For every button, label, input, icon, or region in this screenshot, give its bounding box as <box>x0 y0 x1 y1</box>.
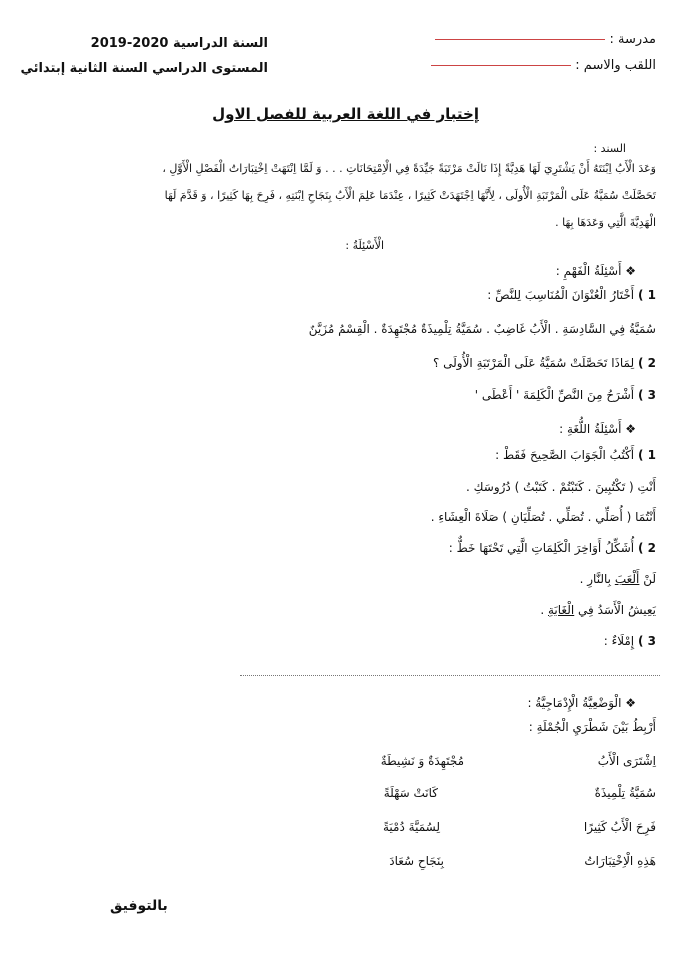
school-label: مدرسة : <box>609 32 656 47</box>
lang-q2-a: لَنْ أَلْعَبَ بِالنَّارِ . <box>579 572 656 586</box>
comp-q3: 3 ) أَشْرَحُ مِنَ النَّصِّ الْكَلِمَةَ ' أَعْطَى ' <box>474 388 656 402</box>
questions-label: الْأَسْئِلَةُ : <box>345 239 384 252</box>
integration-instruction: أَرْبِطُ بَيْنَ شَطْرَيِ الْجُمْلَةِ : <box>528 720 656 734</box>
match-left-2: كَانَتْ سَهْلَةً <box>383 786 438 800</box>
match-right-4: هَذِهِ الْاِخْتِبَارَاتُ <box>584 854 656 868</box>
name-label: اللقب والاسم : <box>575 58 656 73</box>
diamond-bullet-icon: ❖ <box>621 422 636 436</box>
school-field <box>435 32 656 47</box>
underlined-word: أَلْعَبَ <box>614 572 640 586</box>
lang-q2-b: يَعِيشُ الْأَسَدُ فِي الْغَابَةِ . <box>540 603 656 617</box>
school-blank-line <box>435 39 605 40</box>
year-label: السنة الدراسية <box>172 36 268 51</box>
match-left-1: مُجْتَهِدَةٌ وَ نَشِيطَةٌ <box>380 754 464 768</box>
page-title: إختبار في اللغة العربية للفصل الاول <box>212 105 479 123</box>
section-divider <box>240 675 660 676</box>
lang-q1-a: أَنْتِ ( تَكْتُبِينَ . كَتَبْتُمْ . كَتَبْتُ ) دُرُوسَكِ . <box>466 480 656 494</box>
comprehension-heading: ❖ أَسْئِلَةُ الْفَهْمِ : <box>555 264 636 278</box>
name-field <box>431 58 656 73</box>
integration-heading: ❖ الْوَضْعِيَّةُ الْإِدْمَاجِيَّةُ : <box>527 696 636 710</box>
diamond-bullet-icon: ❖ <box>621 696 636 710</box>
match-right-1: اِشْتَرَى الْأَبُ <box>597 754 656 768</box>
lang-q3: 3 ) إِمْلَاءٌ : <box>603 634 656 648</box>
comp-q1: 1 ) أَخْتَارُ الْعُنْوَانَ الْمُنَاسِبَ لِلنَّصِّ : <box>487 288 656 302</box>
school-year <box>91 36 268 51</box>
comp-q1-options: سُمَيَّةُ فِي السَّادِسَةِ . الْأَبُ غَاضِبٌ . سُمَيَّةُ تِلْمِيذَةٌ مُجْتَهِدَةٌ . الْقِسْمُ مُزَيَّنٌ <box>308 322 656 336</box>
lang-q1-b: أَنْتُمَا ( أُصَلِّي . تُصَلِّي . تُصَلِّيَانِ ) صَلَاةَ الْعِشَاءِ . <box>430 510 656 524</box>
lang-q2: 2 ) أُشَكِّلُ أَوَاخِرَ الْكَلِمَاتِ الَّتِي تَحْتَهَا خَطٌّ : <box>448 541 656 555</box>
underlined-word: الْغَابَةِ <box>548 603 575 617</box>
closing-text: بالتوفيق <box>110 898 168 914</box>
school-level: المستوى الدراسي السنة الثانية إبتدائي <box>20 61 268 76</box>
match-left-4: بِنَجَاحِ سُعَادَ <box>389 854 444 868</box>
match-right-3: فَرِحَ الْأَبُ كَثِيرًا <box>583 820 656 834</box>
sanad-line-3: الْهَدِيَّةَ الَّتِي وَعَدَهَا بِهَا . <box>555 216 656 229</box>
match-left-3: لِسُمَيَّةَ دُمْيَةً <box>383 820 440 834</box>
language-heading: ❖ أَسْئِلَةُ اللُّغَةِ : <box>559 422 636 436</box>
sanad-line-2: تَحَصَّلَتْ سُمَيَّةُ عَلَى الْمَرْتَبَةِ الْأُولَى ، لِأَنَّهَا اِجْتَهَدَتْ كَثِيرًا ، عِنْدَمَا عَلِمَ الْأَبُ بِنَجَاحِ اِبْنَتِهِ ، فَرِحَ بِهَا كَثِيرًا ، وَ قَدَّمَ لَهَا <box>164 189 656 202</box>
comp-q2: 2 ) لِمَاذَا تَحَصَّلَتْ سُمَيَّةُ عَلَى الْمَرْتَبَةِ الْأُولَى ؟ <box>432 356 656 370</box>
lang-q1: 1 ) أَكْتُبُ الْجَوَابَ الصَّحِيحَ فَقَطْ : <box>495 448 656 462</box>
match-right-2: سُمَيَّةُ تِلْمِيذَةٌ <box>594 786 656 800</box>
sanad-line-1: وَعَدَ الْأَبُ اِبْنَتَهُ أَنْ يَشْتَرِيَ لَهَا هَدِيَّةً إِذَا نَالَتْ مَرْتَبَةً جَيِّدَةً فِي الْاِمْتِحَانَاتِ . . . وَ لَمَّا اِنْتَهَتْ اِخْتِبَارَاتُ الْفَصْلِ الْأَوَّلِ ، <box>162 162 656 175</box>
name-blank-line <box>431 65 571 66</box>
sanad-label: السند : <box>593 142 626 155</box>
diamond-bullet-icon: ❖ <box>621 264 636 278</box>
year-value: 2019-2020 <box>90 36 169 51</box>
